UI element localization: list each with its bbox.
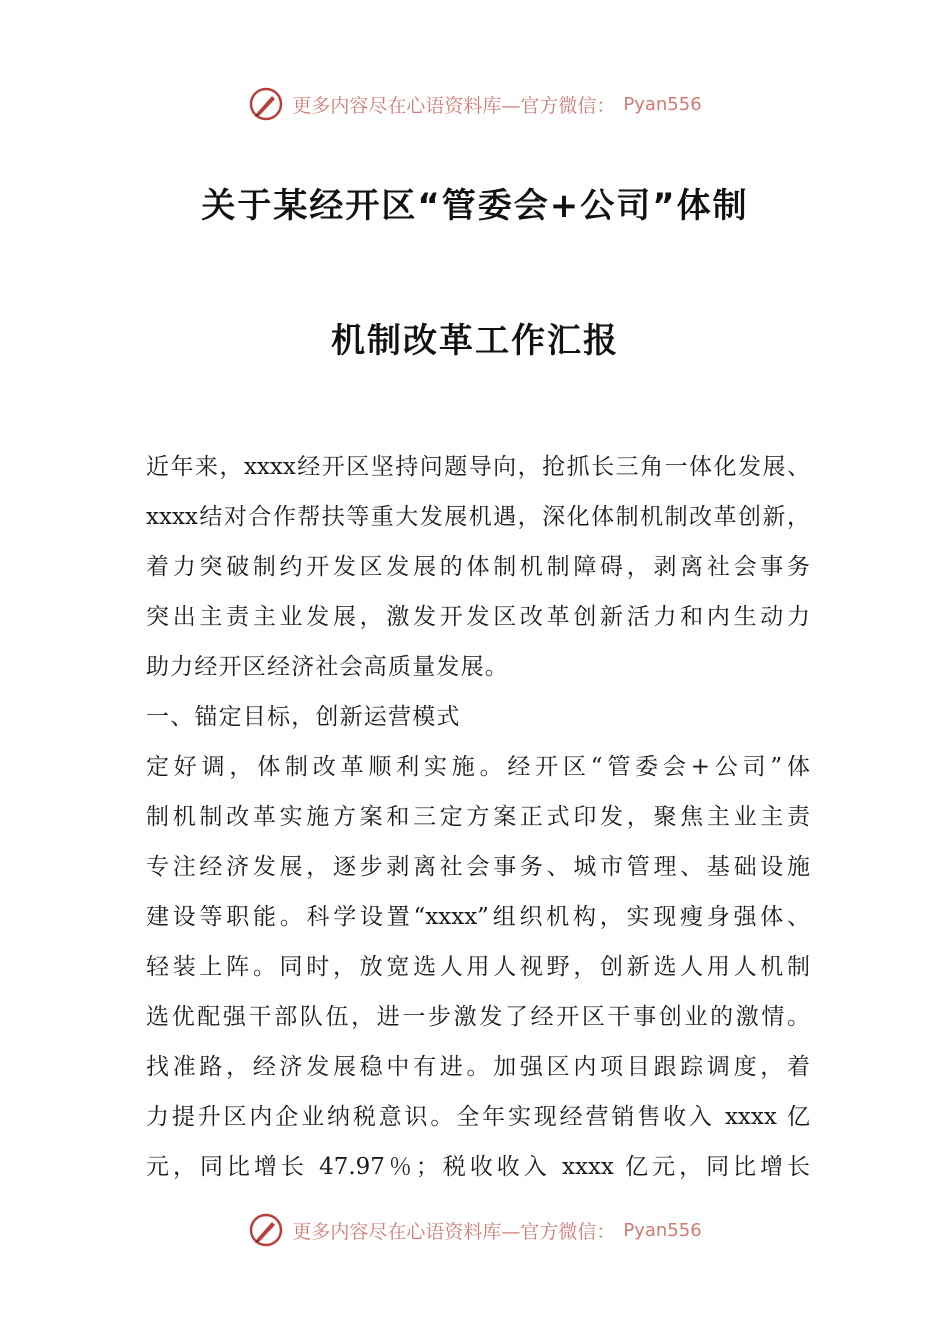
body-line: 轻装上阵。同时，放宽选人用人视野，创新选人用人机制: [146, 954, 810, 980]
body-line: 着力突破制约开发区发展的体制机制障碍，剥离社会事务: [146, 554, 810, 580]
body-line: 建设等职能。科学设置“xxxx”组织机构，实现瘦身强体、: [146, 904, 810, 930]
body-line: 突出主责主业发展，激发开发区改革创新活力和内生动力: [146, 604, 810, 630]
watermark-bottom: [0, 1210, 950, 1250]
watermark-text: 更多内容尽在心语资料库—官方微信：: [292, 94, 616, 117]
body-line: 专注经济发展，逐步剥离社会事务、城市管理、基础设施: [146, 854, 810, 880]
watermark-text: 更多内容尽在心语资料库—官方微信：: [292, 1220, 616, 1243]
body-line: 制机制改革实施方案和三定方案正式印发，聚焦主业主责: [146, 804, 810, 830]
body-line: 找准路，经济发展稳中有进。加强区内项目跟踪调度，着: [146, 1054, 810, 1080]
document-title-line-1: 关于某经开区“管委会+公司”体制: [201, 186, 749, 226]
section-heading: 一、锚定目标，创新运营模式: [146, 704, 461, 730]
watermark-handle: Pyan556: [623, 1219, 702, 1241]
body-line: 定好调，体制改革顺利实施。经开区“管委会+公司”体: [146, 754, 810, 780]
body-line: 元，同比增长 47.97％；税收收入 xxxx 亿元，同比增长: [146, 1154, 810, 1180]
watermark-top: [0, 84, 950, 124]
body-line: 力提升区内企业纳税意识。全年实现经营销售收入 xxxx 亿: [146, 1104, 810, 1130]
document-title-line-2: 机制改革工作汇报: [331, 321, 619, 361]
body-line: 近年来，xxxx经开区坚持问题导向，抢抓长三角一体化发展、: [146, 454, 810, 480]
pen-logo-icon: [248, 86, 284, 122]
body-line: 助力经开区经济社会高质量发展。: [146, 654, 509, 680]
body-line: xxxx结对合作帮扶等重大发展机遇，深化体制机制改革创新，: [146, 504, 810, 530]
document-body: [146, 442, 810, 1192]
pen-logo-icon: [248, 1212, 284, 1248]
body-line: 选优配强干部队伍，进一步激发了经开区干事创业的激情。: [146, 1004, 810, 1030]
watermark-handle: Pyan556: [623, 93, 702, 115]
